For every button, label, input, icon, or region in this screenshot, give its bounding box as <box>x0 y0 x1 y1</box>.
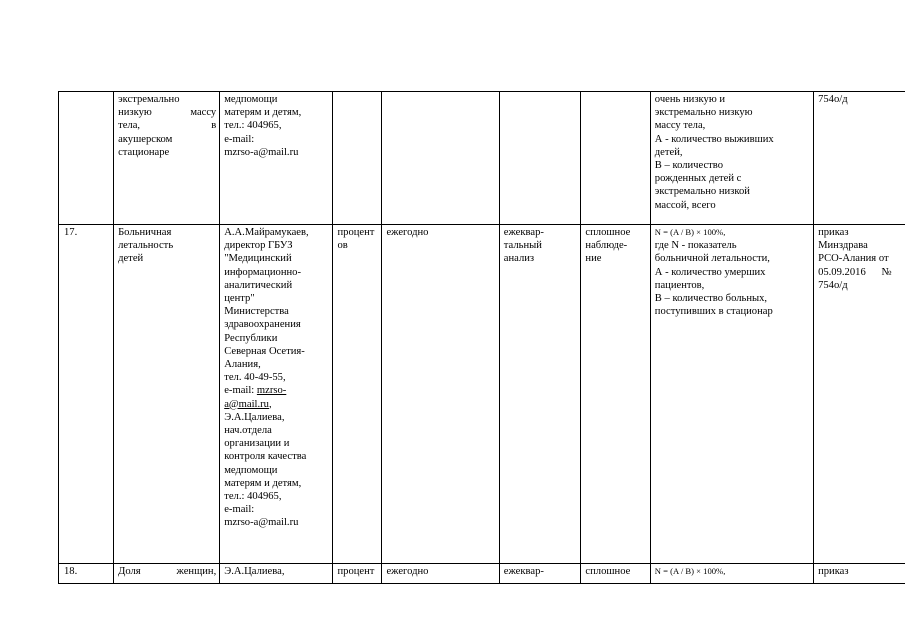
responsible-cell: медпомощи матерям и детям, тел.: 404965, e-mail: mzrso-a@mail.ru <box>220 92 333 225</box>
reporting-cell: ежеквар- тальный анализ <box>499 225 581 564</box>
periodicity-cell: ежегодно <box>382 225 499 564</box>
formula-cell: очень низкую и экстремально низкую массу тела, А - количество выживших детей, В – количество рожденных детей с экстремально низкой массой, всего <box>650 92 813 225</box>
formula-cell: N = (A / B) × 100%, где N - показатель больничной летальности, А - количество умерших пациентов, В – количество больных, поступивших в стационар <box>650 225 813 564</box>
formula: N = (A / B) × 100%, <box>654 566 726 576</box>
method-cell: сплошное наблюде- ние <box>581 225 650 564</box>
table-row <box>59 92 905 225</box>
method-cell <box>581 92 650 225</box>
unit-cell: процент ов <box>333 225 382 564</box>
table-row <box>59 564 905 584</box>
unit-cell <box>333 92 382 225</box>
formula: N = (A / B) × 100%, <box>654 227 726 237</box>
document-cell: приказ <box>814 564 905 584</box>
indicator-cell: экстремально низкую массу тела, в акушерском стационаре <box>114 92 220 225</box>
row-number-cell: 17. <box>59 225 114 564</box>
reporting-cell: ежеквар- <box>499 564 581 584</box>
indicator-cell: Доля женщин, <box>114 564 220 584</box>
email-link[interactable]: a@mail.ru <box>224 398 269 410</box>
row-number-cell <box>59 92 114 225</box>
document-cell: приказ Минздрава РСО-Алания от 05.09.2016 № 754о/д <box>814 225 905 564</box>
reporting-cell <box>499 92 581 225</box>
table-row <box>59 225 905 564</box>
periodicity-cell <box>382 92 499 225</box>
unit-cell: процент <box>333 564 382 584</box>
responsible-cell: Э.А.Цалиева, <box>220 564 333 584</box>
document-cell: 754о/д <box>814 92 905 225</box>
indicator-cell: Больничная летальность детей <box>114 225 220 564</box>
indicators-table <box>58 91 905 584</box>
formula-cell <box>650 564 813 584</box>
periodicity-cell: ежегодно <box>382 564 499 584</box>
email-link[interactable]: mzrso- <box>256 385 287 397</box>
row-number-cell: 18. <box>59 564 114 584</box>
responsible-cell: А.А.Майрамукаев, директор ГБУЗ "Медицинский информационно- аналитический центр" Министерства здравоохранения Республики Северная Осетия- Алания, тел. 40-49-55, e-mail: mzrso- a@mail.ru, Э.А.Цалиева, нач.отдела организации и контроля качества медпомощи матерям и детям, тел.: 404965, e-mail: mzrso-a@mail.ru <box>220 225 333 564</box>
method-cell: сплошное <box>581 564 650 584</box>
